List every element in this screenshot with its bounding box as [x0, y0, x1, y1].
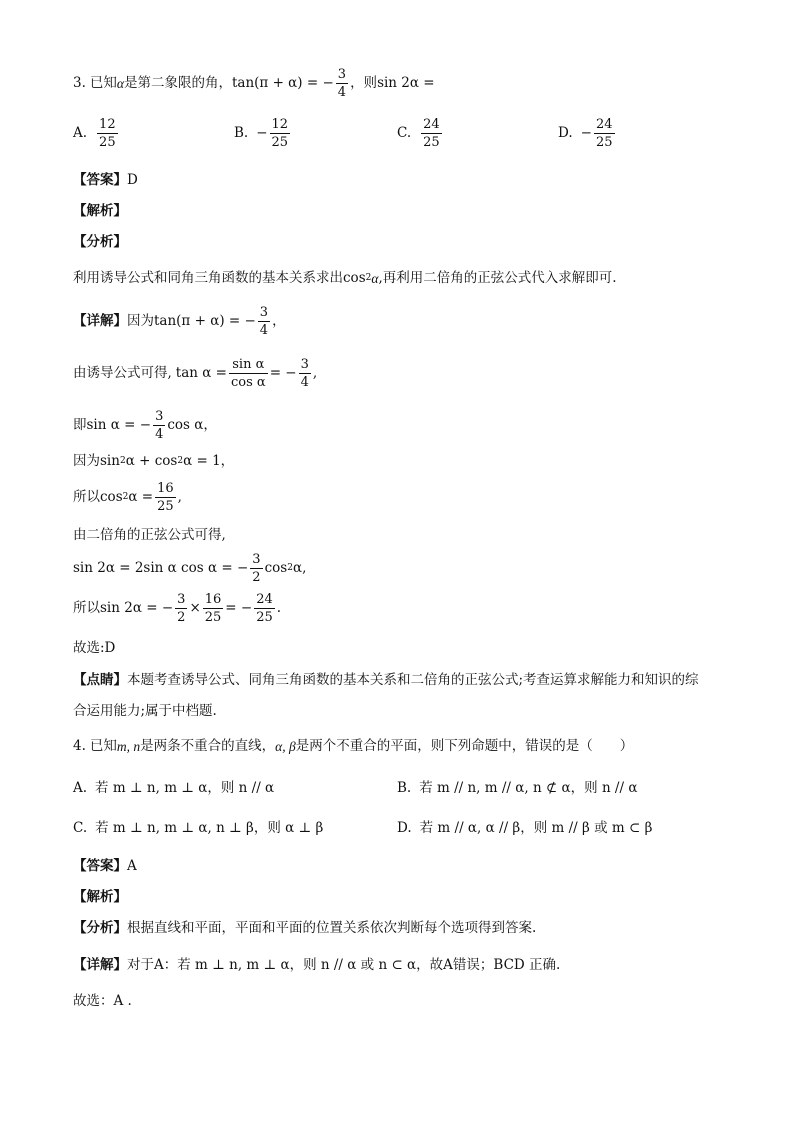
q3-detail-3: 即 sin α = − $\frac{3}{4}$ cos α ， [73, 409, 217, 442]
q3-option-c: C. $\frac{24}{25}$ [397, 117, 440, 150]
q3-analysis-tag: 【解析】 [73, 203, 127, 219]
q4-analysis-tag: 【解析】 [73, 889, 127, 905]
q4-detail: 【详解】 对于A：若 m ⊥ n, m ⊥ α，则 n // α 或 n ⊂ α，故A错误；BCD 正确. [73, 957, 561, 973]
q4-stem: 4. 已知 m, n 是两条不重合的直线， α, β 是两个不重合的平面，则下列命题中，错误的是（ ） [73, 738, 634, 754]
q3-option-d: D. − $\frac{24}{25}$ [558, 117, 613, 150]
q3-detail-2: 由诱导公式可得, tan α = $\frac{\text{sin α}}{\text{cos α}}$ = − $\frac{3}{4}$ , [73, 357, 318, 390]
alpha: α [116, 75, 124, 91]
q4-option-c: C. 若 m ⊥ n, m ⊥ α, n ⊥ β，则 α ⊥ β [73, 820, 324, 836]
q3-detail-6: 由二倍角的正弦公式可得, [73, 527, 226, 543]
q3-choose: 故选:D [73, 640, 116, 656]
q4-answer: 【答案】 A [73, 858, 137, 874]
q3-fraction: $\frac{3}{4}$ [337, 67, 347, 100]
q3-option-b: B. − $\frac{12}{25}$ [234, 117, 289, 150]
q3-detail-5: 所以 cos 2 α = $\frac{16}{25}$ , [73, 481, 182, 514]
q3-stem-mid: 是第二象限的角， [123, 74, 232, 91]
q3-sin2a: sin 2α = [377, 74, 435, 91]
q3-fenxi-tag: 【分析】 [73, 234, 127, 250]
q3-detail-8: 所以 sin 2α = − $\frac{3}{2}$ × $\frac{16}{25}$ = − $\frac{24}{25}$ . [73, 592, 282, 625]
q4-fenxi: 【分析】 根据直线和平面，平面和平面的位置关系依次判断每个选项得到答案. [73, 920, 537, 936]
q4-option-d: D. 若 m // α, α // β，则 m // β 或 m ⊂ β [397, 820, 653, 836]
q4-choose: 故选：A . [73, 993, 132, 1009]
q3-dianjing-1: 【点睛】 本题考查诱导公式、同角三角函数的基本关系和二倍角的正弦公式;考查运算求解能力和知识的综 [73, 672, 699, 688]
q4-number: 4. [73, 738, 86, 754]
q3-fenxi: 利用诱导公式和同角三角函数的基本关系求出 cos 2 α ,再利用二倍角的正弦公式代入求解即可. [73, 270, 617, 286]
q3-detail-1: 【详解】 因为 tan(π + α) = − $\frac{3}{4}$ ， [73, 305, 286, 338]
q4-option-a: A. 若 m ⊥ n, m ⊥ α，则 n // α [73, 780, 275, 796]
q3-stem-post: ，则 [350, 74, 378, 91]
q3-option-a: A. $\frac{12}{25}$ [73, 117, 116, 150]
q3-number: 3. [73, 74, 86, 91]
q4-option-b: B. 若 m // n, m // α, n ⊄ α，则 n // α [397, 780, 638, 796]
q3-stem-pre: 已知 [89, 74, 117, 91]
q3-dianjing-2: 合运用能力;属于中档题. [73, 703, 217, 719]
q3-answer: 【答案】 D [73, 172, 138, 188]
q3-tan-expr: tan(π + α) = − [231, 74, 334, 91]
q3-detail-7: sin 2α = 2sin α cos α = − $\frac{3}{2}$ cos 2 α , [73, 552, 307, 585]
q3-stem [73, 68, 435, 99]
q3-detail-4: 因为 sin 2 α + cos 2 α = 1 ， [73, 453, 235, 469]
